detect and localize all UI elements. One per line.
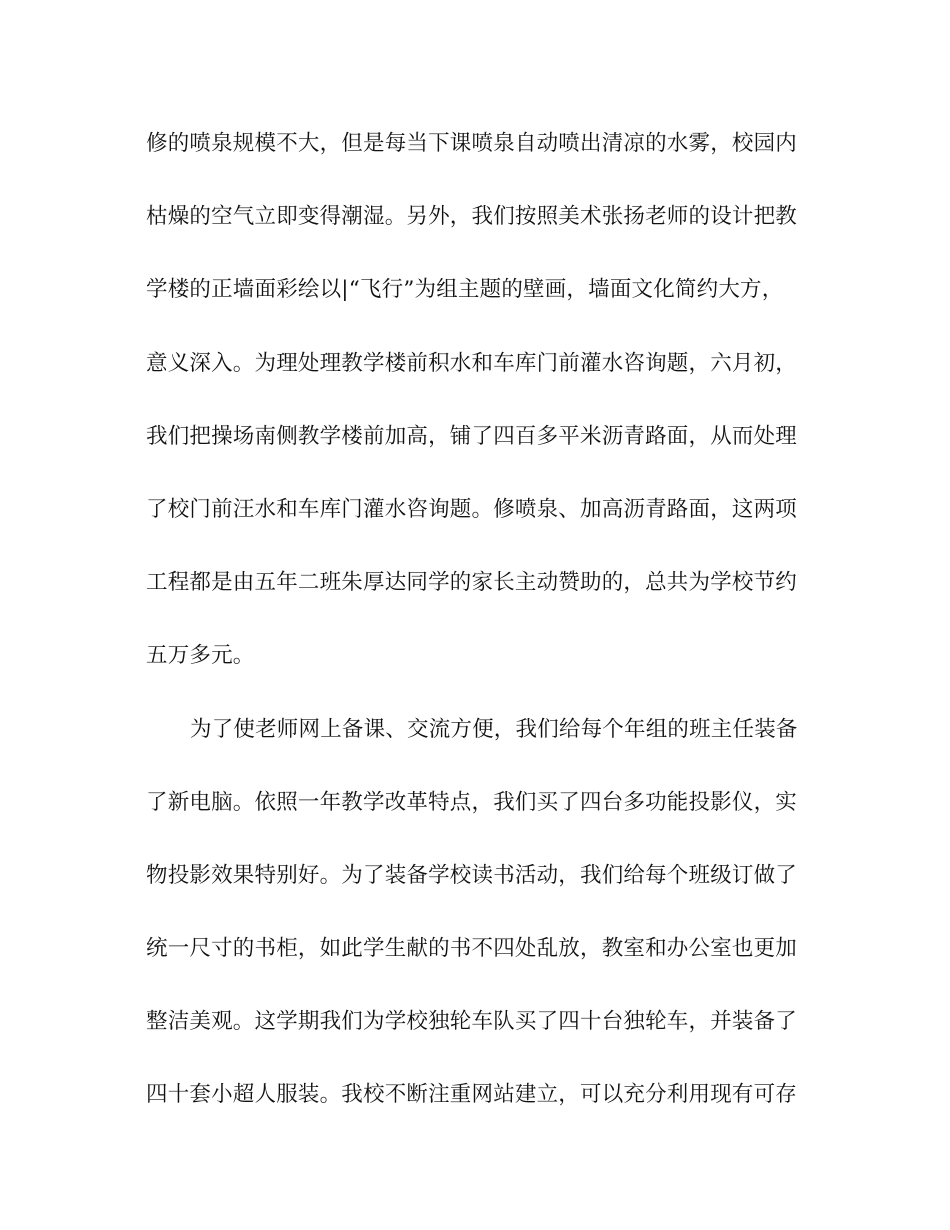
text-line: 了校门前汪水和车库门灌水咨询题。修喷泉、加高沥青路面，这两项 bbox=[146, 496, 798, 522]
text-line: 枯燥的空气立即变得潮湿。另外，我们按照美术张扬老师的设计把教 bbox=[146, 204, 798, 230]
text-line: 我们把操场南侧教学楼前加高，铺了四百多平米沥青路面，从而处理 bbox=[146, 423, 798, 449]
text-line: 物投影效果特别好。为了装备学校读书活动，我们给每个班级订做了 bbox=[146, 862, 798, 888]
text-line: 统一尺寸的书柜，如此学生献的书不四处乱放，教室和办公室也更加 bbox=[146, 936, 798, 962]
body-text bbox=[146, 124, 806, 1149]
text-line: 五万多元。 bbox=[146, 643, 255, 669]
text-line: 整洁美观。这学期我们为学校独轮车队买了四十台独轮车，并装备了 bbox=[146, 1009, 798, 1035]
paragraph-first-line: 为了使老师网上备课、交流方便，我们给每个年组的班主任装备 bbox=[190, 716, 798, 742]
text-line: 学楼的正墙面彩绘以|“飞行”为组主题的壁画，墙面文化简约大方， bbox=[146, 277, 784, 303]
text-line: 工程都是由五年二班朱厚达同学的家长主动赞助的，总共为学校节约 bbox=[146, 570, 798, 596]
text-line: 了新电脑。依照一年教学改革特点，我们买了四台多功能投影仪，实 bbox=[146, 789, 798, 815]
text-line: 意义深入。为理处理教学楼前积水和车库门前灌水咨询题，六月初， bbox=[146, 350, 798, 376]
text-line: 四十套小超人服装。我校不断注重网站建立，可以充分利用现有可存 bbox=[146, 1082, 798, 1108]
text-line: 修的喷泉规模不大，但是每当下课喷泉自动喷出清凉的水雾，校园内 bbox=[146, 131, 798, 156]
